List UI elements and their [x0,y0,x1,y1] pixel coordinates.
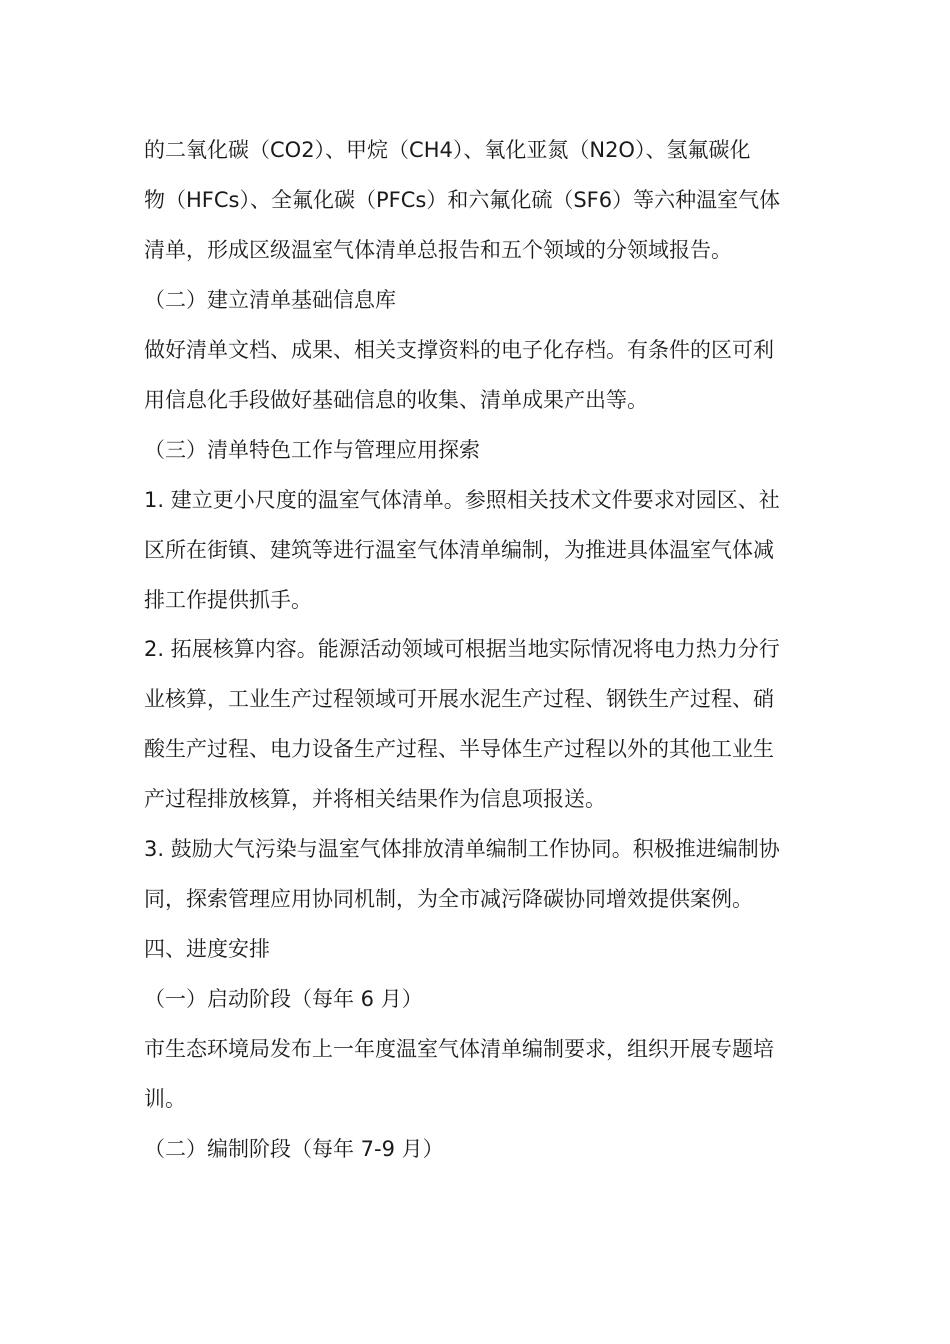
item-1-line-1: 1. 建立更小尺度的温室气体清单。参照相关技术文件要求对园区、社 [144,488,780,512]
item-1-line-3: 排工作提供抓手。 [144,588,312,612]
item-3-line-2: 同，探索管理应用协同机制，为全市减污降碳协同增效提供案例。 [144,887,753,911]
item-1-line-2: 区所在街镇、建筑等进行温室气体清单编制，为推进具体温室气体减 [144,538,774,562]
paragraph-startup-line-1: 市生态环境局发布上一年度温室气体清单编制要求，组织开展专题培 [144,1037,774,1061]
heading-feature-work: （三）清单特色工作与管理应用探索 [144,438,480,462]
paragraph-startup-line-2: 训。 [144,1087,186,1111]
paragraph-archive-line-2: 用信息化手段做好基础信息的收集、清单成果产出等。 [144,388,648,412]
paragraph-gases-line-3: 清单，形成区级温室气体清单总报告和五个领域的分领域报告。 [144,238,732,262]
heading-compile-stage: （二）编制阶段（每年 7-9 月） [144,1137,444,1161]
item-2-line-1: 2. 拓展核算内容。能源活动领域可根据当地实际情况将电力热力分行 [144,637,780,661]
paragraph-archive-line-1: 做好清单文档、成果、相关支撑资料的电子化存档。有条件的区可利 [144,338,774,362]
heading-startup-stage: （一）启动阶段（每年 6 月） [144,987,423,1011]
paragraph-gases-line-1: 的二氧化碳（CO2）、甲烷（CH4）、氧化亚氮（N2O）、氢氟碳化 [144,138,751,162]
item-2-line-2: 业核算，工业生产过程领域可开展水泥生产过程、钢铁生产过程、硝 [144,687,774,711]
item-2-line-4: 产过程排放核算，并将相关结果作为信息项报送。 [144,787,606,811]
item-3-line-1: 3. 鼓励大气污染与温室气体排放清单编制工作协同。积极推进编制协 [144,837,780,861]
paragraph-gases-line-2: 物（HFCs）、全氟化碳（PFCs）和六氟化硫（SF6）等六种温室气体 [144,188,781,212]
heading-basic-info-database: （二）建立清单基础信息库 [144,288,396,312]
heading-schedule: 四、进度安排 [144,937,270,961]
item-2-line-3: 酸生产过程、电力设备生产过程、半导体生产过程以外的其他工业生 [144,737,774,761]
